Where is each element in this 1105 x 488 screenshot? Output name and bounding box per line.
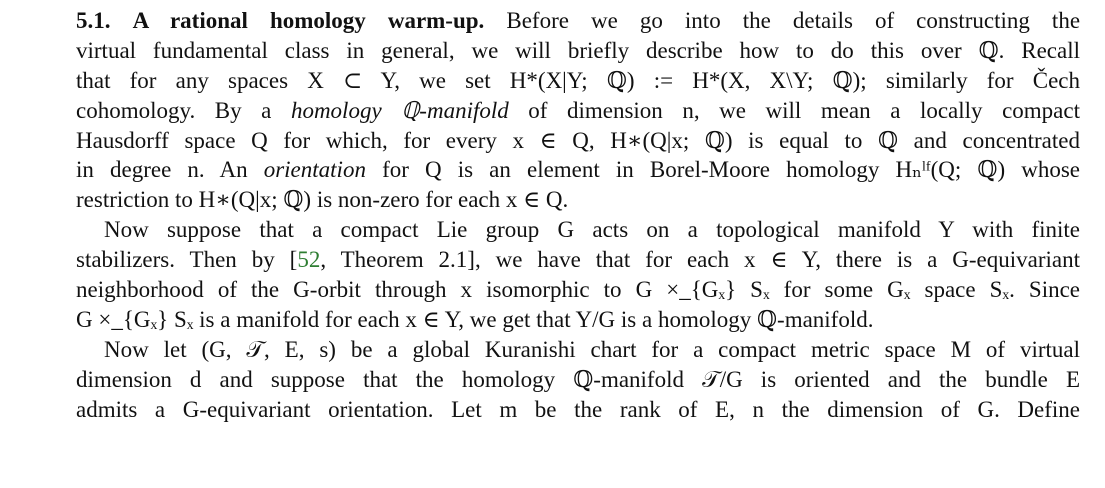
paragraph-1-line-5: Hausdorff space Q for which, for every x ∈ Q, H∗(Q|x; ℚ) is equal to ℚ and concentrated: [76, 127, 1080, 153]
paragraph-1-line-2: virtual fundamental class in general, we will briefly describe how to do this over ℚ. Recall: [76, 37, 1080, 63]
citation-link[interactable]: 52: [297, 247, 321, 273]
paragraph-3-line-3: admits a G-equivariant orientation. Let m be the rank of E, n the dimension of G. Define: [76, 396, 1080, 422]
paragraph-2-line-4: G ×_{Gₓ} Sₓ is a manifold for each x ∈ Y, we get that Y/G is a homology ℚ-manifold.: [76, 306, 874, 332]
paragraph-1-line-4-pre: cohomology. By a: [76, 97, 291, 123]
paper-page: [76, 6, 1080, 424]
paragraph-1-line-6-post: for Q is an element in Borel-Moore homology Hₙˡᶠ(Q; ℚ) whose: [365, 157, 1080, 183]
paragraph-1-line-1: Before we go into the details of constructing the: [506, 8, 1081, 33]
paragraph-2-line-2-pre: stabilizers. Then by [: [76, 247, 298, 273]
term-homology-manifold: homology ℚ-manifold: [290, 97, 509, 123]
section-number: 5.1.: [76, 8, 111, 33]
paragraph-1-line-7: restriction to H∗(Q|x; ℚ) is non-zero for each x ∈ Q.: [76, 187, 569, 213]
paragraph-1-line-4-post: of dimension n, we will mean a locally compact: [508, 97, 1080, 123]
paragraph-2-line-2: [76, 245, 1080, 275]
section-heading-line: [76, 6, 1080, 36]
section-title: A rational homology warm-up.: [132, 8, 485, 33]
paragraph-1-line-6-pre: in degree n. An: [76, 157, 264, 183]
paragraph-2-line-2-post: , Theorem 2.1], we have that for each x ∈ Y, there is a G-equivariant: [320, 247, 1081, 273]
paragraph-3-line-2: dimension d and suppose that the homology ℚ-manifold 𝒯/G is oriented and the bundle E: [76, 366, 1080, 392]
term-orientation: orientation: [263, 157, 366, 183]
paragraph-1-line-3: that for any spaces X ⊂ Y, we set H*(X|Y; ℚ) := H*(X, X\Y; ℚ); similarly for Čech: [76, 67, 1080, 93]
paragraph-3-line-1: Now let (G, 𝒯, E, s) be a global Kuranishi chart for a compact metric space M of virtual: [104, 336, 1080, 362]
paragraph-2-line-1: Now suppose that a compact Lie group G acts on a topological manifold Y with finite: [104, 217, 1080, 243]
paragraph-2-line-3: neighborhood of the G-orbit through x isomorphic to G ×_{Gₓ} Sₓ for some Gₓ space Sₓ. Since: [76, 277, 1080, 303]
paragraph-1-line-4: [76, 96, 1080, 126]
paragraph-1-line-6: [76, 155, 1080, 185]
